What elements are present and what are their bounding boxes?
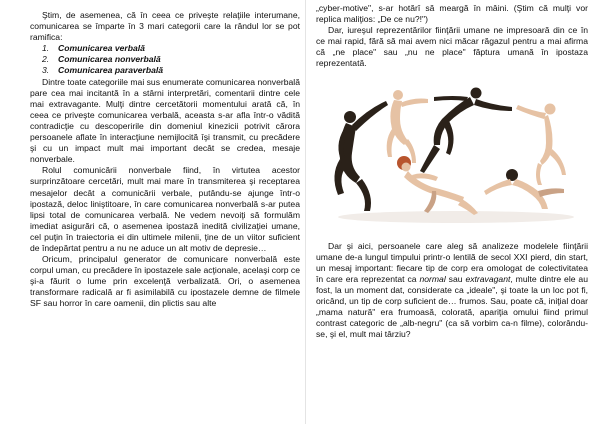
emphasis-normal: normal (419, 273, 446, 284)
page-gutter (305, 0, 306, 424)
dancer-figure (387, 90, 428, 163)
dancer-figure (420, 87, 512, 173)
text-run: Dar şi aici, persoanele care aleg să analizeze modelele fiinţării umane de-a lungul timpului printr-o lentilă de secol XXI pierd, din start, un mesaj important: fiecare tip de corp era omologat de colectivitatea în care era reprezentat ca (316, 240, 588, 284)
list-item (42, 43, 300, 54)
list-number: 2. (42, 54, 50, 65)
dancer-figure (516, 103, 566, 185)
list-label: Comunicarea verbală (58, 43, 145, 54)
body-paragraph: Rolul comunicării nonverbale fiind, în virtutea acestor surprinzătoare cercetări, mult mai mare în transmiterea şi receptarea mesajelor decât a comunicării verbale, putându-se ajunge într-o ipostază, deloc liniştitoare, în care comunicarea nonverbală s-ar putea lipsi total de comunicarea verbală. Ne vedem nevoiţi să formulăm imediat asigurări că, o asemenea ipostază inedită civilizaţiei umane, cel puţin în traiectoria ei din ultimele milenii, ţine de un viitor suficient de îndepărtat pentru a nu ne aduce un alt motiv de depresie… (30, 165, 300, 253)
text-run: sau (445, 273, 466, 284)
circle-of-dancers-image (316, 79, 588, 229)
list-number: 3. (42, 65, 50, 76)
dancer-figure (334, 101, 388, 211)
text-run: , multe dintre ele au fost, la un moment dat, considerate ca „ideale", şi toate la un loc pot fi, oricând, un tip de corp suficient de… frumos. Sau, poate că, iniţial doar „mama natură" era frumoasă, colorată, apariţia omului fiind primul contrast categoric de „alb-negru" (ca să vorbim ca-n filme), colorându-se, şi el, mult mai târziu? (316, 273, 588, 340)
dancers-illustration (316, 79, 588, 229)
list-label: Comunicarea nonverbală (58, 54, 161, 65)
list-item (42, 65, 300, 76)
list-label: Comunicarea paraverbală (58, 65, 164, 76)
left-column (30, 0, 300, 424)
emphasis-extravagant: extravagant (465, 273, 511, 284)
list-item (42, 54, 300, 65)
list-number: 1. (42, 43, 50, 54)
body-paragraph: Oricum, principalul generator de comunicare nonverbală este corpul uman, cu precădere în ipostazele sale acţionale, acelaşi corp ce şi-a făurit o lume prin excelenţă verbalizată. Ori, o asemenea transformare radicală ar fi asimilabilă cu ipostazele demne de filmele SF sau horror în care oamenii, din plictis sau alte (30, 254, 300, 309)
body-paragraph (316, 241, 588, 341)
dancer-figure (484, 169, 564, 209)
continuation-paragraph: „cyber-motive", s-ar hotărî să meargă în mâini. (Ştim că mulţi vor replica maliţios: „De ce nu?!") (316, 3, 588, 25)
body-paragraph: Dar, iureşul reprezentărilor fiinţării umane ne impresoară din ce în ce mai rapid, fără să mai avem nici măcar răgazul pentru a mai afirma că „ne place" sau „nu ne place" făptura umană în ipostaza reprezentată. (316, 25, 588, 69)
intro-paragraph: Ştim, de asemenea, că în ceea ce priveşte relaţiile interumane, comunicarea se împarte în 3 mari categorii care la rândul lor se pot ramifica: (30, 10, 300, 43)
communication-types-list (30, 43, 300, 76)
right-column (316, 0, 588, 424)
dancer-figure (397, 156, 478, 215)
body-paragraph: Dintre toate categoriile mai sus enumerate comunicarea nonverbală pare cea mai incitantă în a stârni interpretări, comentarii dintre cele mai extravagante. Mulţi dintre cercetătorii momentului arată că, în ceea ce priveşte comunicarea verbală, aceasta s-ar afla într-o vădită contradicţie cu descoperirile din domeniul kinezicii potrivit cărora persoanele aflate în interacţiune nemijlocită îşi transmit, cu precădere şi cu un impact mult mai important decât se credea, mesaje nonverbale. (30, 76, 300, 165)
